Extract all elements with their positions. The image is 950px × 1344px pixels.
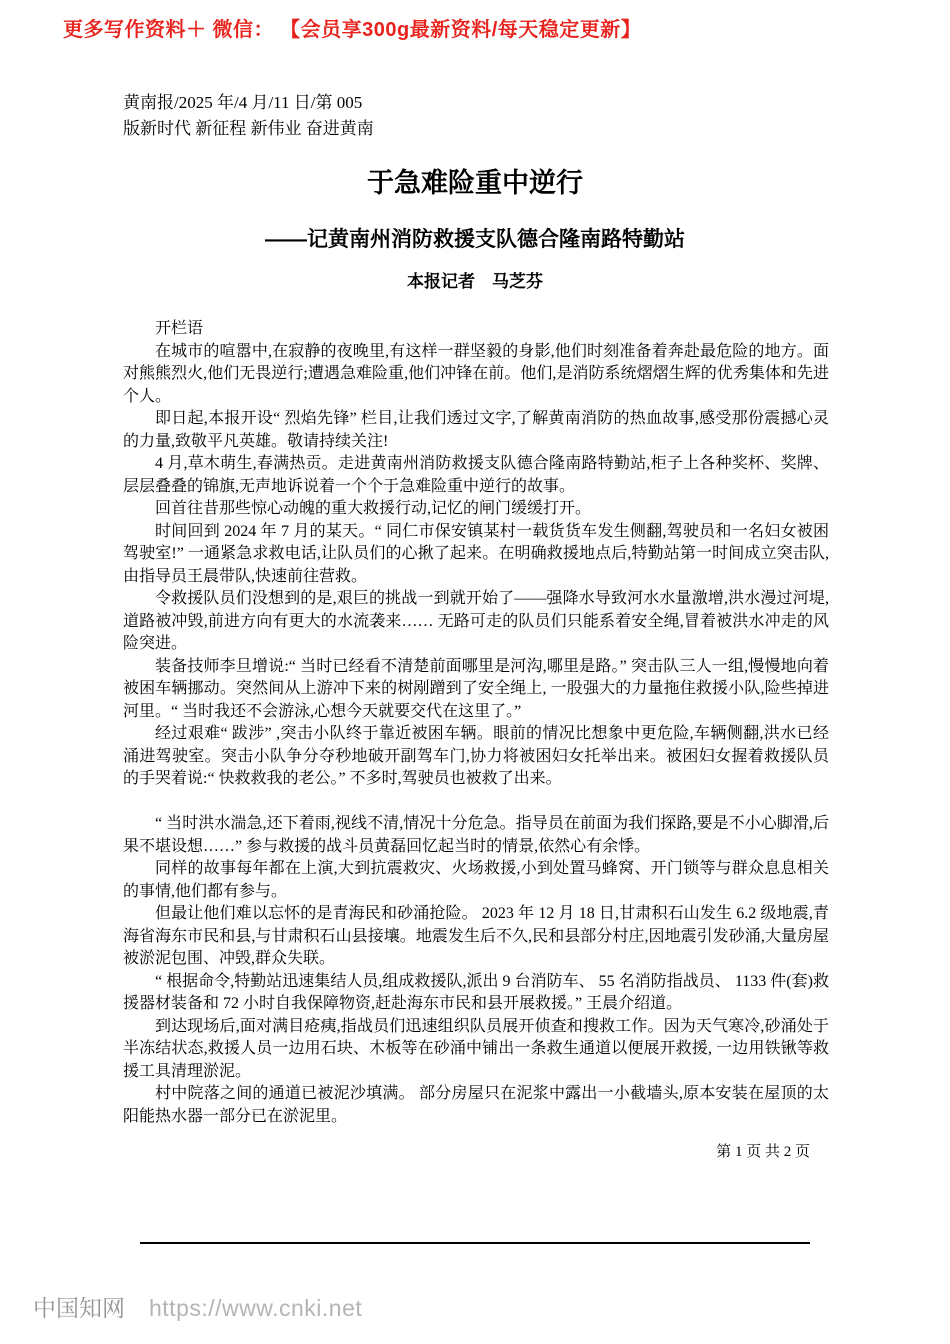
source-line-2: 版新时代 新征程 新伟业 奋进黄南 (123, 119, 374, 138)
paragraph-blank-line (123, 791, 829, 814)
paragraph: 在城市的喧嚣中,在寂静的夜晚里,有这样一群坚毅的身影,他们时刻准备着奔赴最危险的地方。面对熊熊烈火,他们无畏逆行;遭遇急难险重,他们冲锋在前。他们,是消防系统熠熠生辉的优秀集体和先进个人。 (123, 342, 829, 405)
footer-divider (140, 1242, 810, 1244)
paragraph: 4 月,草木萌生,春满热贡。走进黄南州消防救援支队德合隆南路特勤站,柜子上各种奖杯、奖牌、层层叠叠的锦旗,无声地诉说着一个个于急难险重中逆行的故事。 (123, 455, 829, 495)
cnki-logo-text: 中国知网 (33, 1295, 125, 1321)
paragraph: 村中院落之间的通道已被泥沙填满。 部分房屋只在泥浆中露出一小截墙头,原本安装在屋顶的太阳能热水器一部分已在淤泥里。 (123, 1085, 829, 1125)
paragraph: 回首往昔那些惊心动魄的重大救援行动,记忆的闸门缓缓打开。 (155, 500, 592, 517)
article-subtitle: ——记黄南州消防救援支队德合隆南路特勤站 (265, 228, 685, 251)
article-byline: 本报记者 马芝芬 (407, 272, 543, 291)
page-indicator: 第 1 页 共 2 页 (716, 1144, 810, 1160)
paragraph-column-intro-label: 开栏语 (155, 320, 204, 337)
source-info (123, 90, 374, 142)
paragraph: “ 当时洪水湍急,还下着雨,视线不清,情况十分危急。指导员在前面为我们探路,要是不小心脚滑,后果不堪设想……” 参与救援的战斗员黄磊回忆起当时的情景,依然心有余悸。 (123, 815, 829, 855)
cnki-url-text: https://www.cnki.net (149, 1295, 363, 1321)
article-body (123, 318, 829, 1128)
paragraph: “ 根据命令,特勤站迅速集结人员,组成救援队,派出 9 台消防车、 55 名消防指战员、 1133 件(套)救援器材装备和 72 小时自我保障物资,赶赴海东市民和县开展救援。” 王晨介绍道。 (123, 972, 829, 1012)
article-title: 于急难险重中逆行 (367, 168, 583, 198)
paragraph: 同样的故事每年都在上演,大到抗震救灾、火场救援,小到处置马蜂窝、开门锁等与群众息息相关的事情,他们都有参与。 (123, 860, 829, 900)
paragraph: 时间回到 2024 年 7 月的某天。“ 同仁市保安镇某村一载货货车发生侧翻,驾驶员和一名妇女被困驾驶室!” 一通紧急求救电话,让队员们的心揪了起来。在明确救援地点后,特勤站第一时间成立突击队,由指导员王晨带队,快速前往营救。 (123, 522, 829, 585)
paragraph: 令救援队员们没想到的是,艰巨的挑战一到就开始了——强降水导致河水水量激增,洪水漫过河堤,道路被冲毁,前进方向有更大的水流袭来…… 无路可走的队员们只能系着安全绳,冒着被洪水冲走的风险突进。 (123, 590, 829, 652)
source-line-1: 黄南报/2025 年/4 月/11 日/第 005 (123, 93, 363, 112)
paragraph: 装备技师李旦增说:“ 当时已经看不清楚前面哪里是河沟,哪里是路。” 突击队三人一组,慢慢地向着被困车辆挪动。突然间从上游冲下来的树剐蹭到了安全绳上, 一股强大的力量拖住救援小队,险些掉进河里。“ 当时我还不会游泳,心想今天就要交代在这里了。” (123, 657, 829, 720)
cnki-watermark (33, 1290, 362, 1323)
promo-banner: 更多写作资料＋ 微信： 【会员享300g最新资料/每天稳定更新】 (63, 19, 642, 41)
paragraph: 但最让他们难以忘怀的是青海民和砂涌抢险。 2023 年 12 月 18 日,甘肃积石山发生 6.2 级地震,青海省海东市民和县,与甘肃积石山县接壤。地震发生后不久,民和县部分村庄,因地震引发砂涌,大量房屋被淤泥包围、冲毁,群众失联。 (123, 905, 829, 967)
paragraph: 经过艰难“ 跋涉” ,突击小队终于靠近被困车辆。眼前的情况比想象中更危险,车辆侧翻,洪水已经涌进驾驶室。突击小队争分夺秒地破开副驾车门,协力将被困妇女托举出来。被困妇女握着救援队员的手哭着说:“ 快救救我的老公。” 不多时,驾驶员也被救了出来。 (123, 725, 829, 787)
paragraph: 即日起,本报开设“ 烈焰先锋” 栏目,让我们透过文字,了解黄南消防的热血故事,感受那份震撼心灵的力量,致敬平凡英雄。敬请持续关注! (123, 410, 829, 450)
paragraph: 到达现场后,面对满目疮痍,指战员们迅速组织队员展开侦查和搜救工作。因为天气寒冷,砂涌处于半冻结状态,救援人员一边用石块、木板等在砂涌中铺出一条救生通道以便展开救援, 一边用铁锹等救援工具清理淤泥。 (123, 1017, 829, 1080)
